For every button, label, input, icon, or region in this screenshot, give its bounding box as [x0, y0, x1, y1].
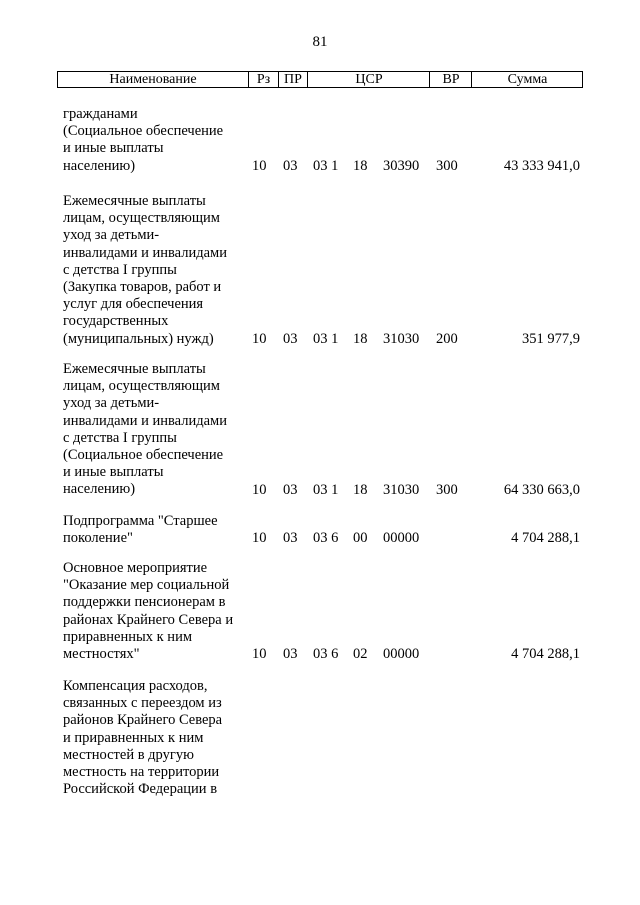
- row-vr: 300: [436, 482, 458, 498]
- row-csr-sub: 18: [353, 158, 368, 174]
- table-header: [57, 71, 583, 88]
- row-rz: 10: [252, 158, 267, 174]
- header-sum: Сумма: [471, 72, 583, 87]
- row-rz: 10: [252, 646, 267, 662]
- row-name: Ежемесячные выплаты лицам, осуществляющим уход за детьми- инвалидами и инвалидами с детства I группы (Социальное обеспечение и иные выплаты населению): [63, 361, 227, 498]
- row-sum: 4 704 288,1: [511, 530, 580, 546]
- row-csr-sub: 18: [353, 482, 368, 498]
- row-pr: 03: [283, 482, 298, 498]
- row-vr: 200: [436, 331, 458, 347]
- row-pr: 03: [283, 646, 298, 662]
- row-name: гражданами (Социальное обеспечение и иные выплаты населению): [63, 106, 224, 174]
- row-sum: 64 330 663,0: [503, 482, 580, 498]
- row-csr-code: 00000: [383, 646, 420, 662]
- row-csr-sub: 18: [353, 331, 368, 347]
- row-name: Основное мероприятие "Оказание мер социальной поддержки пенсионерам в районах Крайнего Севера и приравненных к ним местностях": [63, 560, 234, 663]
- header-rz: Рз: [248, 72, 278, 87]
- row-pr: 03: [283, 530, 298, 546]
- row-pr: 03: [283, 158, 298, 174]
- header-name: Наименование: [109, 72, 197, 87]
- row-rz: 10: [252, 482, 267, 498]
- row-csr-program: 03 6: [313, 646, 339, 662]
- header-csr: ЦСР: [307, 72, 430, 87]
- row-sum: 4 704 288,1: [511, 646, 580, 662]
- page-number: 81: [312, 34, 328, 50]
- row-csr-code: 00000: [383, 530, 420, 546]
- row-csr-sub: 00: [353, 530, 368, 546]
- row-csr-program: 03 6: [313, 530, 339, 546]
- row-csr-program: 03 1: [313, 158, 339, 174]
- row-csr-program: 03 1: [313, 482, 339, 498]
- header-vr: ВР: [429, 72, 472, 87]
- row-csr-code: 31030: [383, 482, 420, 498]
- row-vr: 300: [436, 158, 458, 174]
- row-sum: 351 977,9: [522, 331, 580, 347]
- row-name: Подпрограмма "Старшее поколение": [63, 513, 218, 547]
- row-csr-program: 03 1: [313, 331, 339, 347]
- row-csr-sub: 02: [353, 646, 368, 662]
- row-csr-code: 31030: [383, 331, 420, 347]
- row-name: Ежемесячные выплаты лицам, осуществляющим уход за детьми- инвалидами и инвалидами с детства I группы (Закупка товаров, работ и услуг для обеспечения государственных (муниципальных) нужд): [63, 193, 227, 347]
- row-pr: 03: [283, 331, 298, 347]
- row-rz: 10: [252, 331, 267, 347]
- row-name: Компенсация расходов, связанных с переездом из районов Крайнего Севера и приравненных к ним местностей в другую местность на территории Российской Федерации в: [63, 678, 223, 798]
- row-csr-code: 30390: [383, 158, 420, 174]
- header-pr: ПР: [278, 72, 307, 87]
- row-sum: 43 333 941,0: [503, 158, 580, 174]
- row-rz: 10: [252, 530, 267, 546]
